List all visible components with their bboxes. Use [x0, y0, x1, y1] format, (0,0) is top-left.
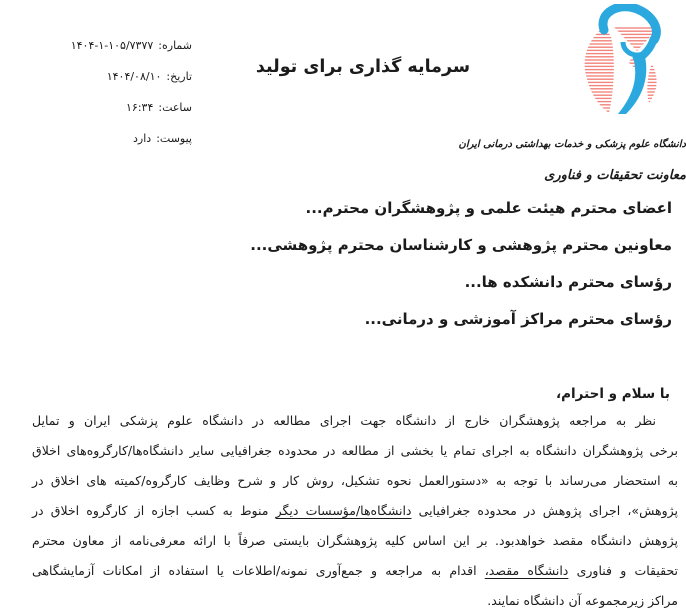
letter-number-value: ۱۴۰۴-۱-۱۰۵/۷۳۷۷: [70, 39, 154, 52]
letter-date-value: ۱۴۰۴/۰۸/۱۰: [106, 70, 162, 83]
university-emblem-icon: [564, 4, 668, 118]
underlined-text: دانشگاه مقصد،: [484, 563, 569, 578]
recipients-block: [20, 190, 672, 338]
recipient-line: رؤسای محترم دانشکده ها...: [464, 273, 672, 291]
body-line: [32, 496, 678, 526]
letter-attachment-value: دارد: [133, 132, 152, 145]
body-text: پژوهش»، اجرای پژوهش در محدوده جغرافیایی: [411, 503, 679, 518]
body-paragraph: [32, 406, 678, 611]
recipient-line: معاونین محترم پژوهشی و کارشناسان محترم پژوهشی...: [250, 236, 672, 254]
deputy-name-caption: معاونت تحقیقات و فناوری: [544, 168, 686, 183]
body-line: [32, 586, 678, 611]
body-text: مراکز زیرمجموعه آن دانشگاه نمایند.: [487, 593, 678, 608]
body-text: نظر به مراجعه پژوهشگران خارج از دانشگاه جهت اجرای مطالعه در دانشگاه علوم پزشکی ایران و تمایل: [32, 413, 656, 428]
letter-date-line: [26, 61, 192, 92]
university-logo: [458, 4, 686, 183]
letter-time-line: [26, 92, 192, 123]
university-name-caption: دانشگاه علوم پزشکی و خدمات بهداشتی درمانی ایران: [458, 139, 686, 150]
body-line: [32, 436, 678, 466]
recipient-line: اعضای محترم هیئت علمی و پژوهشگران محترم...: [305, 199, 672, 217]
body-text: به استحضار می‌رساند با توجه به «دستورالعمل نحوه تشکیل، روش کار و شرح وظایف کارگروه/کمیته های اخلاق در: [32, 473, 678, 488]
letter-number-line: [26, 30, 192, 61]
letter-attachment-line: [26, 123, 192, 154]
body-text: پژوهش دانشگاه مقصد خواهدبود. بر این اساس کلیه پژوهشگران بایستی صرفاً با ارائه معرفی‌نامه از معاون محترم: [32, 533, 678, 548]
body-text: تحقیقات و فناوری: [568, 563, 679, 578]
body-text: اقدام به مراجعه و جمع‌آوری نمونه/اطلاعات یا استفاده از امکانات آزمایشگاهی: [32, 563, 485, 578]
body-text: برخی پژوهشگران دانشگاه به اجرای تمام یا بخشی از مطالعه در محدوده جغرافیایی سایر دانشگاه‌ها/کارگروه‌های اخلاق: [32, 443, 678, 458]
body-line: [32, 526, 678, 556]
letter-number-label: شماره:: [158, 39, 192, 52]
letter-title: سرمایه گذاری برای تولید: [255, 57, 471, 77]
underlined-text: دانشگاه‌ها/مؤسسات دیگر: [275, 503, 412, 518]
body-text: منوط به کسب اجازه از کارگروه اخلاق در: [32, 503, 276, 518]
recipient-line: رؤسای محترم مراکز آموزشی و درمانی...: [364, 310, 672, 328]
greeting-line: با سلام و احترام،: [556, 386, 670, 402]
body-line: [32, 466, 678, 496]
body-line: [32, 406, 678, 436]
letter-time-label: ساعت:: [158, 101, 192, 114]
letter-date-label: تاریخ:: [166, 70, 192, 83]
letter-attachment-label: پیوست:: [156, 132, 192, 145]
letter-time-value: ۱۶:۳۴: [126, 101, 154, 114]
body-line: [32, 556, 678, 586]
letter-meta-block: [26, 30, 192, 154]
